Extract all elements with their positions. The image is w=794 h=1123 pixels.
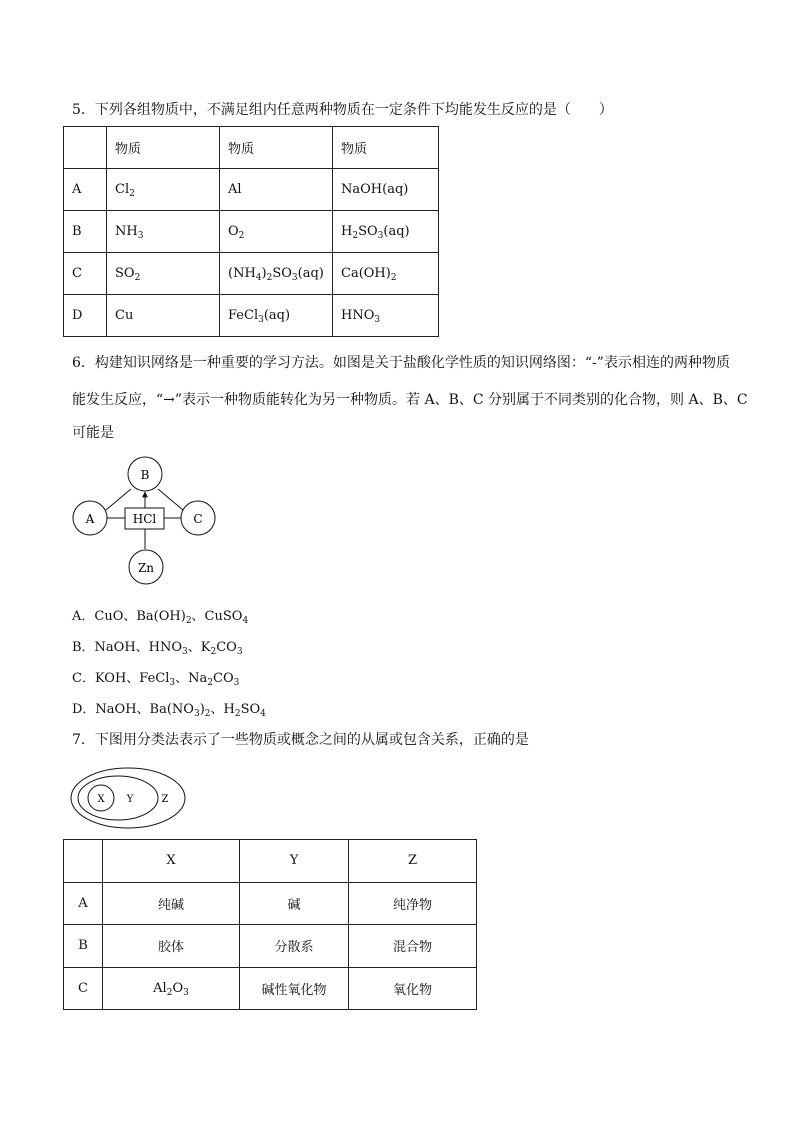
table-cell: 分散系 [240, 925, 349, 968]
table-row [64, 295, 439, 337]
table-row [64, 169, 439, 211]
table-cell: X [103, 840, 240, 883]
table-cell: 氧化物 [349, 967, 477, 1010]
table-row [64, 882, 477, 925]
label-x: X [97, 794, 105, 805]
row-label: A [64, 169, 107, 211]
table-cell: $Ca(OH)_2$ [333, 253, 439, 295]
table-cell: 胶体 [103, 925, 240, 968]
table-cell: $NH_3$ [107, 211, 220, 253]
table-cell: 混合物 [349, 925, 477, 968]
node-a-label: A [85, 512, 95, 526]
hcl-network-diagram [66, 452, 226, 588]
option-c: C．KOH、FeCl$_3$、$Na_2CO_3$ [72, 671, 240, 688]
table-cell: Y [240, 840, 349, 883]
link-line [106, 489, 131, 510]
table-cell: $(NH_4)_2SO_3(aq)$ [220, 253, 333, 295]
row-label: C [64, 967, 103, 1010]
table-cell: 纯净物 [349, 882, 477, 925]
row-label: B [64, 925, 103, 968]
table-cell: 物质 [333, 127, 439, 169]
node-hcl-label: HCl [132, 512, 157, 526]
table-cell: $Cl_2$ [107, 169, 220, 211]
table-cell: 物质 [220, 127, 333, 169]
table-cell: $O_2$ [220, 211, 333, 253]
question-7-stem: 7．下图用分类法表示了一些物质或概念之间的从属或包含关系，正确的是 [72, 732, 529, 748]
option-a: A．CuO、$Ba(OH)_2$、CuSO$_4$ [72, 609, 249, 626]
row-label: B [64, 211, 107, 253]
table-row [64, 925, 477, 968]
classification-diagram [70, 766, 190, 830]
table-cell: 物质 [107, 127, 220, 169]
link-line [158, 489, 183, 510]
middle-ellipse-y [78, 776, 158, 820]
table-row [64, 211, 439, 253]
table-cell: FeCl$_3$(aq) [220, 295, 333, 337]
label-z: Z [161, 794, 169, 805]
table-cell: Al [220, 169, 333, 211]
question-5-stem: 5．下列各组物质中，不满足组内任意两种物质在一定条件下均能发生反应的是（ ） [72, 102, 613, 118]
table-cell: $Al_2O_3$ [103, 967, 240, 1010]
question-7-table [63, 839, 477, 1010]
question-6-stem-line-1: 6．构建知识网络是一种重要的学习方法。如图是关于盐酸化学性质的知识网络图：“-”表示相连的两种物质 [72, 355, 730, 371]
option-b: B．NaOH、$HNO_3$、$K_2CO_3$ [72, 640, 243, 657]
question-5-table [63, 126, 439, 337]
table-row [64, 967, 477, 1010]
node-b-label: B [140, 468, 150, 482]
question-6-stem-line-3: 可能是 [72, 425, 114, 441]
table-cell: $SO_2$ [107, 253, 220, 295]
table-cell: 碱 [240, 882, 349, 925]
question-6-stem-line-2: 能发生反应，“→”表示一种物质能转化为另一种物质。若 A、B、C 分别属于不同类别的化合物，则 A、B、C [72, 392, 748, 408]
table-cell: 碱性氧化物 [240, 967, 349, 1010]
row-label: C [64, 253, 107, 295]
option-d: D．NaOH、$Ba(NO_3)_2$、$H_2SO_4$ [72, 702, 266, 719]
label-y: Y [126, 794, 134, 805]
table-header-row [64, 840, 477, 883]
node-c-label: C [193, 512, 203, 526]
table-cell: Cu [107, 295, 220, 337]
table-cell: $HNO_3$ [333, 295, 439, 337]
table-row [64, 253, 439, 295]
table-header-row [64, 127, 439, 169]
table-cell: Z [349, 840, 477, 883]
row-label: D [64, 295, 107, 337]
table-cell [64, 127, 107, 169]
table-cell: NaOH(aq) [333, 169, 439, 211]
table-cell: 纯碱 [103, 882, 240, 925]
table-cell [64, 840, 103, 883]
table-cell: $H_2SO_3(aq)$ [333, 211, 439, 253]
node-zn-label: Zn [137, 561, 155, 575]
row-label: A [64, 882, 103, 925]
